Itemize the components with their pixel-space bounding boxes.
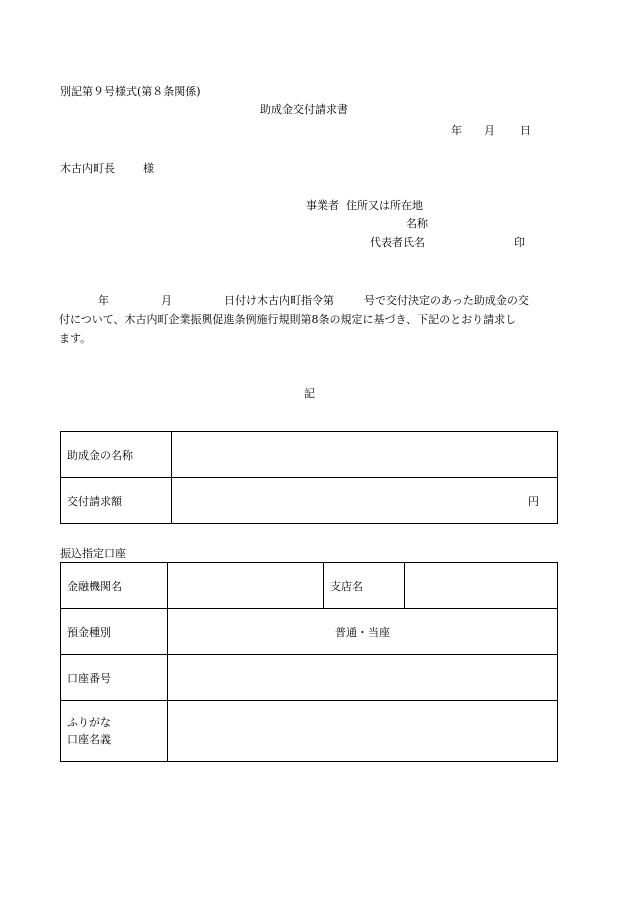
- grant-name-field[interactable]: [172, 432, 558, 478]
- amount-unit: 円: [528, 494, 539, 508]
- branch-field[interactable]: [405, 563, 558, 609]
- date-year: 年: [451, 124, 462, 137]
- addressee-name: 木古内町長: [60, 162, 115, 175]
- seal-mark: 印: [514, 236, 525, 249]
- institution-label: 金融機関名: [61, 563, 168, 609]
- account-number-label: 口座番号: [61, 655, 168, 701]
- table-row: [61, 609, 558, 655]
- body-year: 年: [98, 294, 109, 307]
- applicant-name-label: 名称: [406, 217, 428, 230]
- account-number-field[interactable]: [168, 655, 558, 701]
- table-row: [61, 432, 558, 478]
- deposit-type-label: 預金種別: [61, 609, 168, 655]
- amount-field[interactable]: [172, 478, 558, 524]
- furigana-label: ふりがな: [67, 716, 111, 729]
- grant-name-label: 助成金の名称: [61, 432, 172, 478]
- branch-label: 支店名: [324, 563, 405, 609]
- deposit-type-value[interactable]: 普通・当座: [168, 609, 558, 655]
- amount-label: 交付請求額: [61, 478, 172, 524]
- table-row: [61, 655, 558, 701]
- form-number: 別記第９号様式(第８条関係): [60, 85, 201, 98]
- bank-section-title: 振込指定口座: [60, 547, 126, 560]
- account-name-label-cell: [61, 701, 168, 762]
- table-row: [61, 563, 558, 609]
- account-name-field[interactable]: [168, 701, 558, 762]
- bank-table: [60, 562, 558, 762]
- request-paragraph: [59, 291, 559, 348]
- request-table: [60, 431, 558, 524]
- document-title: 助成金交付請求書: [260, 103, 348, 116]
- table-row: [61, 701, 558, 762]
- addressee-honorific: 様: [143, 162, 154, 175]
- institution-field[interactable]: [168, 563, 324, 609]
- body-month: 月: [161, 294, 172, 307]
- body-date-text: 日付け木古内町指令第: [224, 294, 334, 307]
- date-month: 月: [484, 124, 495, 137]
- applicant-label: 事業者: [306, 199, 339, 212]
- ki-heading: 記: [304, 387, 315, 400]
- table-row: [61, 478, 558, 524]
- address-label: 住所又は所在地: [346, 199, 423, 212]
- account-name-label: 口座名義: [67, 733, 111, 746]
- body-line-3: ます。: [59, 332, 92, 345]
- representative-label: 代表者氏名: [370, 236, 425, 249]
- body-number-text: 号で交付決定のあった助成金の交: [364, 294, 529, 307]
- body-line-2: 付について、木古内町企業振興促進条例施行規則第8条の規定に基づき、下記のとおり請求し: [59, 313, 517, 326]
- date-day: 日: [520, 124, 531, 137]
